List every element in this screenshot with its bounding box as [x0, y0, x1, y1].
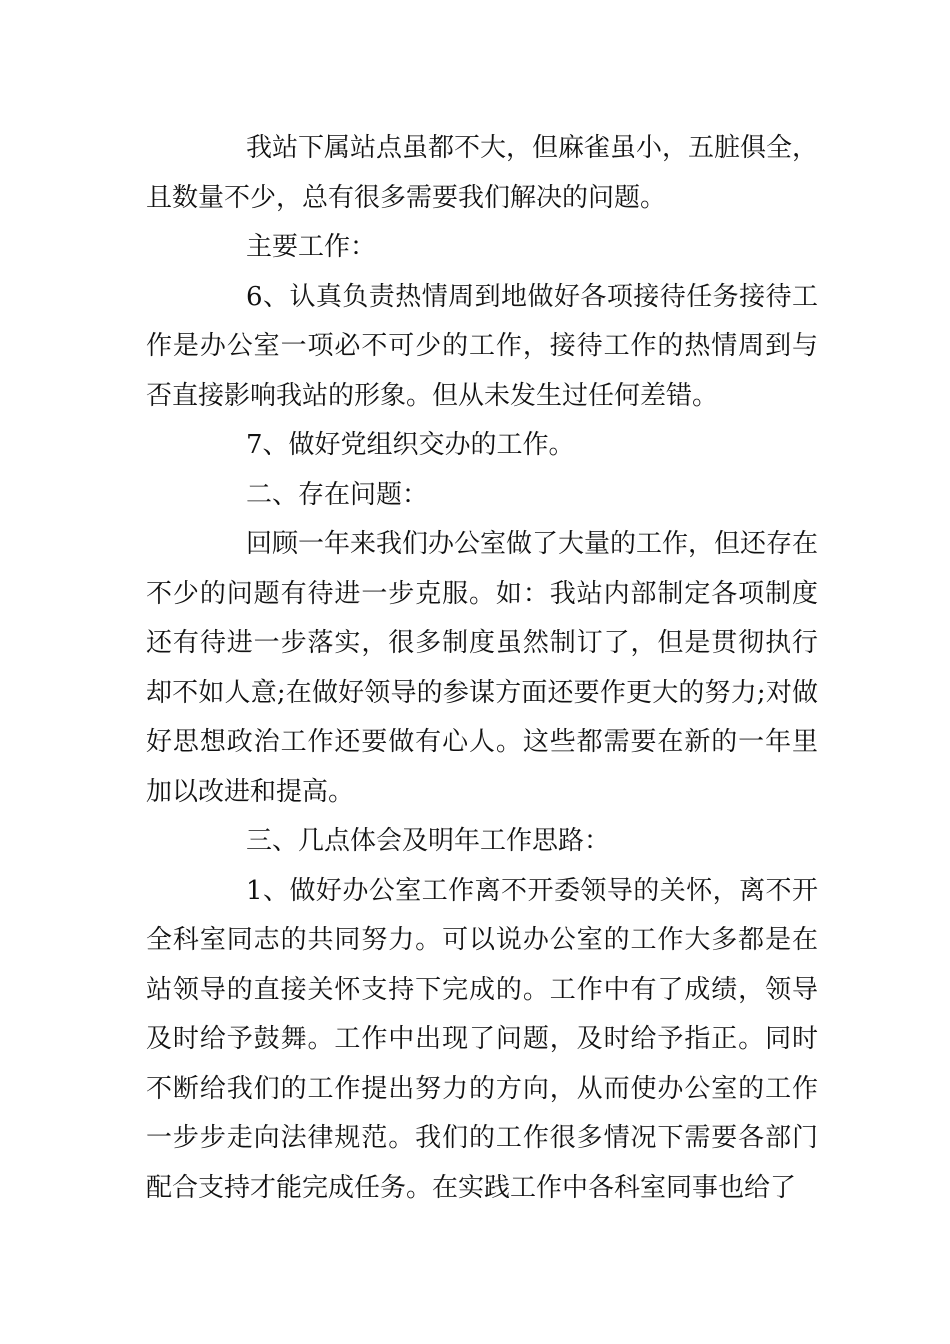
paragraph-item-6: 6、认真负责热情周到地做好各项接待任务接待工作是办公室一项必不可少的工作，接待工作的热情周到与否直接影响我站的形象。但从未发生过任何差错。 [146, 281, 818, 411]
heading-main-work: 主要工作： [246, 232, 377, 262]
paragraph-item-7: 7、做好党组织交办的工作。 [246, 430, 575, 460]
paragraph-intro: 我站下属站点虽都不大，但麻雀虽小，五脏俱全，且数量不少，总有很多需要我们解决的问题。 [146, 133, 819, 213]
paragraph-review: 回顾一年来我们办公室做了大量的工作，但还存在不少的问题有待进一步克服。如：我站内部制定各项制度还有待进一步落实，很多制度虽然制订了，但是贯彻执行却不如人意;在做好领导的参谋方面还要作更大的努力;对做好思想政治工作还要做有心人。这些都需要在新的一年里加以改进和提高。 [146, 529, 819, 807]
heading-insights: 三、几点体会及明年工作思路： [246, 826, 611, 856]
paragraph-item-1: 1、做好办公室工作离不开委领导的关怀，离不开全科室同志的共同努力。可以说办公室的工作大多都是在站领导的直接关怀支持下完成的。工作中有了成绩，领导及时给予鼓舞。工作中出现了问题，及时给予指正。同时不断给我们的工作提出努力的方向，从而使办公室的工作一步步走向法律规范。我们的工作很多情况下需要各部门配合支持才能完成任务。在实践工作中各科室同事也给了 [146, 875, 818, 1203]
heading-problems: 二、存在问题： [246, 479, 429, 510]
document-body [146, 124, 818, 1213]
